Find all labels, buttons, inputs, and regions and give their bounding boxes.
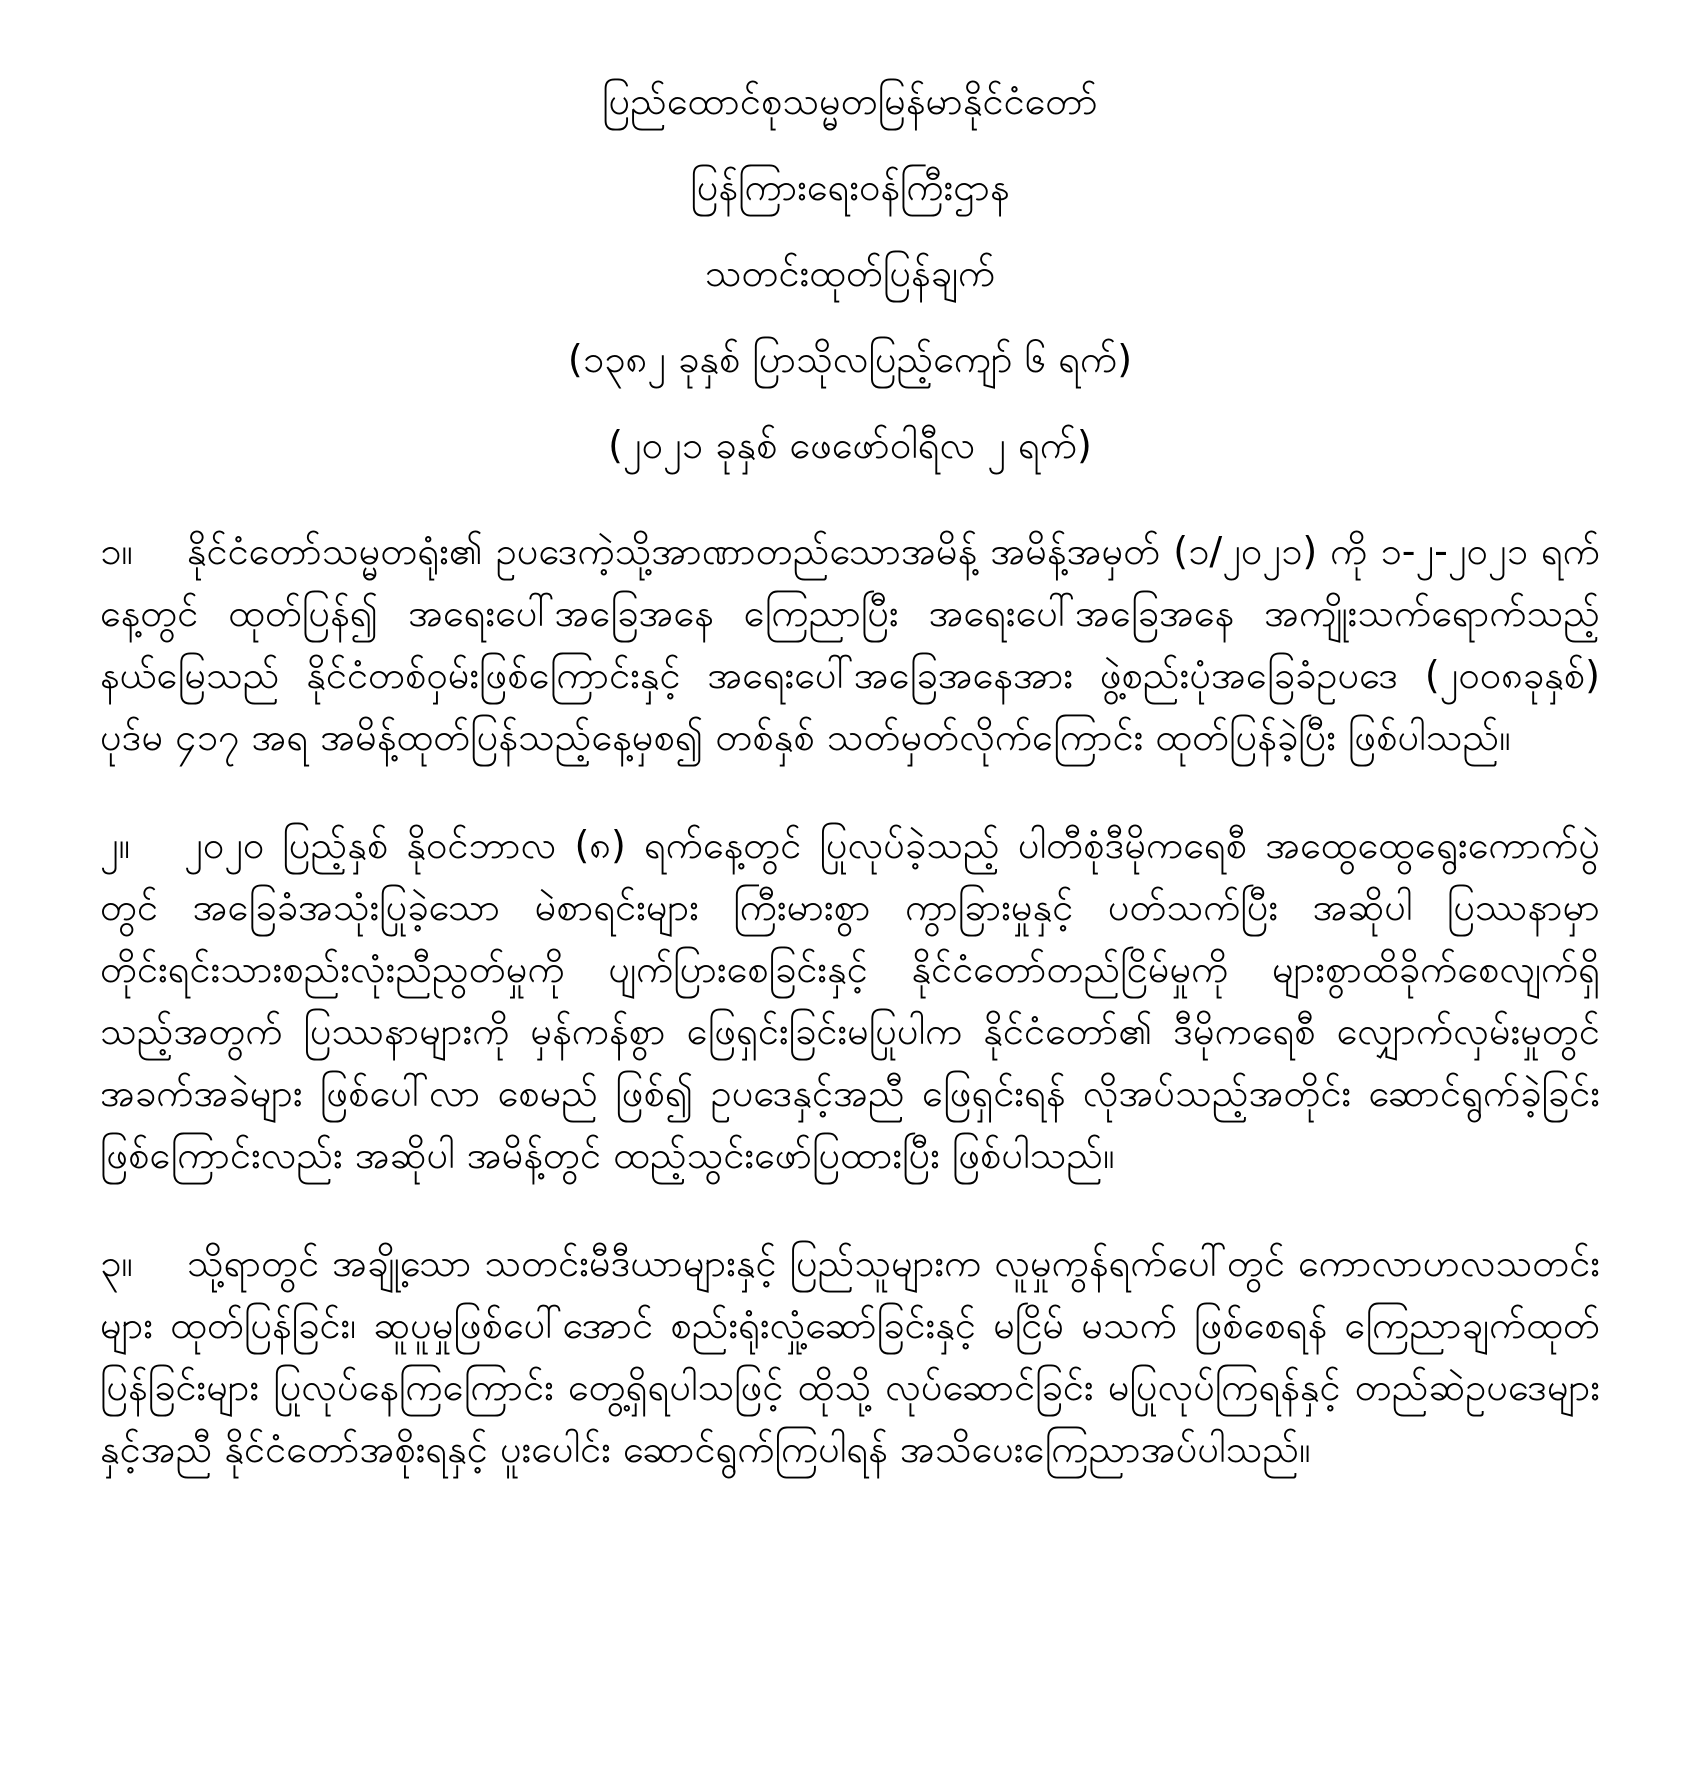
paragraph-1: [100, 520, 1600, 768]
title-ministry-name: ပြန်ကြားရေးဝန်ကြီးဌာန: [690, 165, 1010, 209]
paragraph-1-text: နိုင်ငံတော်သမ္မတရုံး၏ ဥပဒေကဲ့သို့အာဏာတည်သောအမိန့် အမိန့်အမှတ် (၁/၂၀၂၁) ကို ၁-၂-၂၀၂၁ ရက်နေ့တွင် ထုတ်ပြန်၍ အရေးပေါ်အခြေအနေ ကြေညာပြီး အရေးပေါ်အခြေအနေ အကျိုးသက်ရောက်သည့် နယ်မြေသည် နိုင်ငံတစ်ဝှမ်းဖြစ်ကြောင်းနှင့် အရေးပေါ်အခြေအနေအား ဖွဲ့စည်းပုံအခြေခံဥပဒေ (၂၀၀၈ခုနှစ်) ပုဒ်မ ၄၁၇ အရ အမိန့်ထုတ်ပြန်သည့်နေ့မှစ၍ တစ်နှစ် သတ်မှတ်လိုက်ကြောင်း ထုတ်ပြန်ခဲ့ပြီး ဖြစ်ပါသည်။: [100, 529, 1600, 759]
paragraph-2-text: ၂၀၂၀ ပြည့်နှစ် နိုဝင်ဘာလ (၈) ရက်နေ့တွင် ပြုလုပ်ခဲ့သည့် ပါတီစုံဒီမိုကရေစီ အထွေထွေရွေးကောက်ပွဲတွင် အခြေခံအသုံးပြုခဲ့သော မဲစာရင်းများ ကြီးမားစွာ ကွာခြားမှုနှင့် ပတ်သက်ပြီး အဆိုပါ ပြဿနာမှာ တိုင်းရင်းသားစည်းလုံးညီညွတ်မှုကို ပျက်ပြားစေခြင်းနှင့် နိုင်ငံတော်တည်ငြိမ်မှုကို များစွာထိခိုက်စေလျက်ရှိသည့်အတွက် ပြဿနာများကို မှန်ကန်စွာ ဖြေရှင်းခြင်းမပြုပါက နိုင်ငံတော်၏ ဒီမိုကရေစီ လျှောက်လှမ်းမှုတွင် အခက်အခဲများ ဖြစ်ပေါ်လာ စေမည် ဖြစ်၍ ဥပဒေနှင့်အညီ ဖြေရှင်းရန် လိုအပ်သည့်အတိုင်း ဆောင်ရွက်ခဲ့ခြင်းဖြစ်ကြောင်းလည်း အဆိုပါ အမိန့်တွင် ထည့်သွင်းဖော်ပြထားပြီး ဖြစ်ပါသည်။: [100, 823, 1600, 1177]
paragraph-3-text: သို့ရာတွင် အချို့သော သတင်းမီဒီယာများနှင့် ပြည်သူများက လူမှုကွန်ရက်ပေါ်တွင် ကောလာဟလသတင်းများ ထုတ်ပြန်ခြင်း၊ ဆူပူမှုဖြစ်ပေါ်အောင် စည်းရုံးလှုံ့ဆော်ခြင်းနှင့် မငြိမ် မသက် ဖြစ်စေရန် ကြေညာချက်ထုတ်ပြန်ခြင်းများ ပြုလုပ်နေကြကြောင်း တွေ့ရှိရပါသဖြင့် ထိုသို့ လုပ်ဆောင်ခြင်း မပြုလုပ်ကြရန်နှင့် တည်ဆဲဥပဒေများနှင့်အညီ နိုင်ငံတော်အစိုးရနှင့် ပူးပေါင်း ဆောင်ရွက်ကြပါရန် အသိပေးကြေညာအပ်ပါသည်။: [100, 1241, 1600, 1471]
paragraph-3-number: ၃။: [100, 1241, 133, 1285]
title-gregorian-date: (၂၀၂၁ ခုနှစ် ဖေဖော်ဝါရီလ ၂ ရက်): [608, 423, 1092, 467]
document-body: [100, 520, 1600, 1480]
paragraph-3: [100, 1232, 1600, 1480]
title-burmese-calendar-date: (၁၃၈၂ ခုနှစ် ပြာသိုလပြည့်ကျော် ၆ ရက်): [567, 337, 1133, 381]
paragraph-1-number: ၁။: [100, 529, 133, 573]
paragraph-2: [100, 814, 1600, 1186]
title-press-release: သတင်းထုတ်ပြန်ချက်: [704, 251, 996, 295]
paragraph-2-number: ၂။: [100, 823, 131, 867]
title-state-name: ပြည်ထောင်စုသမ္မတမြန်မာနိုင်ငံတော်: [602, 79, 1098, 123]
document-header: [100, 78, 1600, 468]
